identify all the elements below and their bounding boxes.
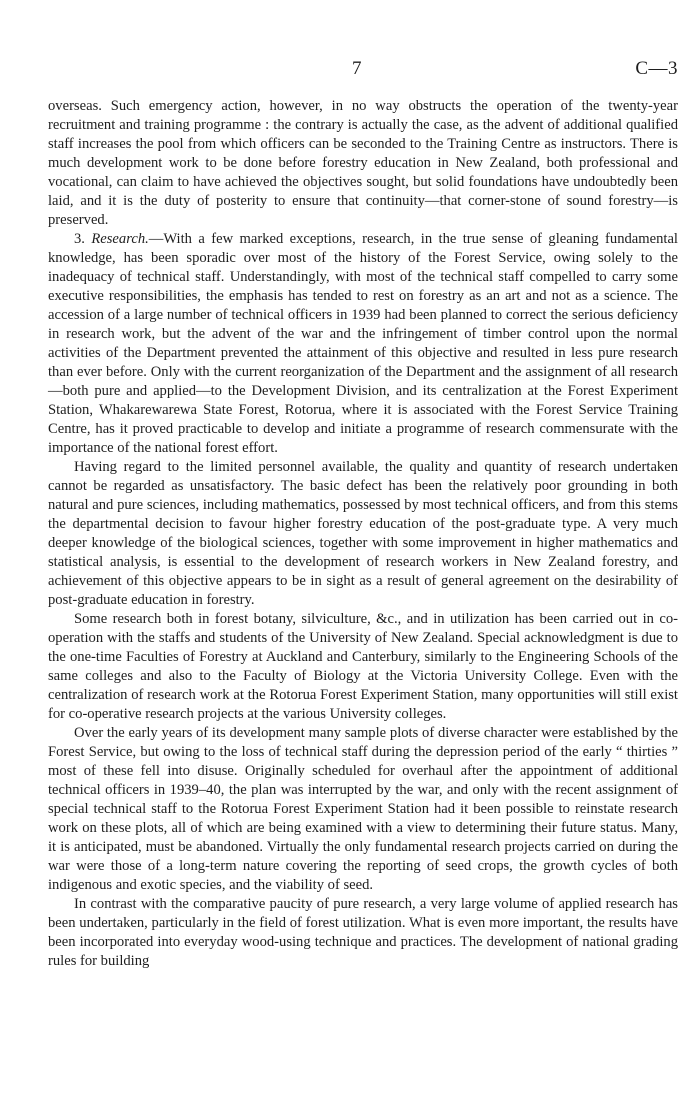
paragraph-text: Over the early years of its development many sample plots of diverse character were established by the Forest Service, but owing to the loss of technical staff during the depression period of the early “ thirties ” most of these fell into disuse. Originally scheduled for overhaul after the appointment of additional technical officers in 1939–40, the plan was interrupted by the war, and only with the recent assignment of special technical staff to the Rotorua Forest Experiment Station had it been possible to reinstate research work on these plots, all of which are being examined with a view to determining their future status. Many, it is anticipated, must be abandoned. Virtually the only fundamental research projects carried on during the war were those of a long-term nature covering the reporting of seed crops, the growth cycles of both indigenous and exotic species, and the viability of seed. xyxy=(48,725,678,893)
paragraph xyxy=(48,895,678,971)
paragraph-text: —With a few marked exceptions, research, in the true sense of gleaning fundamental knowledge, has been sporadic over most of the history of the Forest Service, owing solely to the inadequacy of technical staff. Understandingly, with most of the technical staff compelled to carry some executive responsibilities, the emphasis has tended to rest on forestry as an art and not as a science. The accession of a large number of technical officers in 1939 had been planned to correct the serious deficiency in research work, but the advent of the war and the infringement of timber control upon the normal activities of the Department prevented the attainment of this objective and resulted in less pure research than ever before. Only with the current reorganization of the Department and the assignment of all research—both pure and applied—to the Development Division, and its centralization at the Forest Experiment Station, Whakarewarewa State Forest, Rotorua, where it is associated with the Forest Service Training Centre, has it proved practicable to develop and initiate a programme of research commensurate with the importance of the national forest effort. xyxy=(48,231,678,456)
paragraph-text: overseas. Such emergency action, however, in no way obstructs the operation of the twenty-year recruitment and training programme : the contrary is actually the case, as the advent of additional qualified staff increases the pool from which officers can be seconded to the Training Centre as instructors. There is much development work to be done before forestry education in New Zealand, both professional and vocational, can claim to have achieved the objectives sought, but solid foundations have undoubtedly been laid, and it is the duty of posterity to ensure that continuity—that corner-stone of sound forestry—is preserved. xyxy=(48,98,678,228)
paragraph xyxy=(48,610,678,724)
paragraph-text: Having regard to the limited personnel available, the quality and quantity of research undertaken cannot be regarded as unsatisfactory. The basic defect has been the relatively poor grounding in both natural and pure sciences, including mathematics, possessed by most technical officers, and from this stems the departmental decision to favour higher forestry education of the post-graduate type. A very much deeper knowledge of the biological sciences, together with some improvement in higher mathematics and statistical analysis, is essential to the development of research workers in New Zealand forestry, and achievement of this objective appears to be in sight as a result of general agreement on the desirability of post-graduate education in forestry. xyxy=(48,459,678,608)
paragraph xyxy=(48,724,678,895)
section-number: 3. xyxy=(74,231,85,247)
page-header xyxy=(0,58,700,84)
paragraph-continuation xyxy=(48,97,678,230)
paragraph-text: In contrast with the comparative paucity of pure research, a very large volume of applied research has been undertaken, particularly in the field of forest utilization. What is even more important, the results have been incorporated into everyday wood-using technique and practices. The development of national grading rules for building xyxy=(48,896,678,969)
body-text xyxy=(48,97,678,971)
paragraph-research xyxy=(48,230,678,458)
section-heading: Research. xyxy=(91,231,149,247)
document-reference: C—3 xyxy=(635,58,678,79)
page-number: 7 xyxy=(352,58,362,79)
paragraph xyxy=(48,458,678,610)
paragraph-text: Some research both in forest botany, silviculture, &c., and in utilization has been carried out in co-operation with the staffs and students of the University of New Zealand. Special acknowledgment is due to the one-time Faculties of Forestry at Auckland and Canterbury, similarly to the Engineering Schools of the same colleges and also to the Faculty of Biology at the Victoria University College. Even with the centralization of research work at the Rotorua Forest Experiment Station, many opportunities will still exist for co-operative research projects at the various University colleges. xyxy=(48,611,678,722)
